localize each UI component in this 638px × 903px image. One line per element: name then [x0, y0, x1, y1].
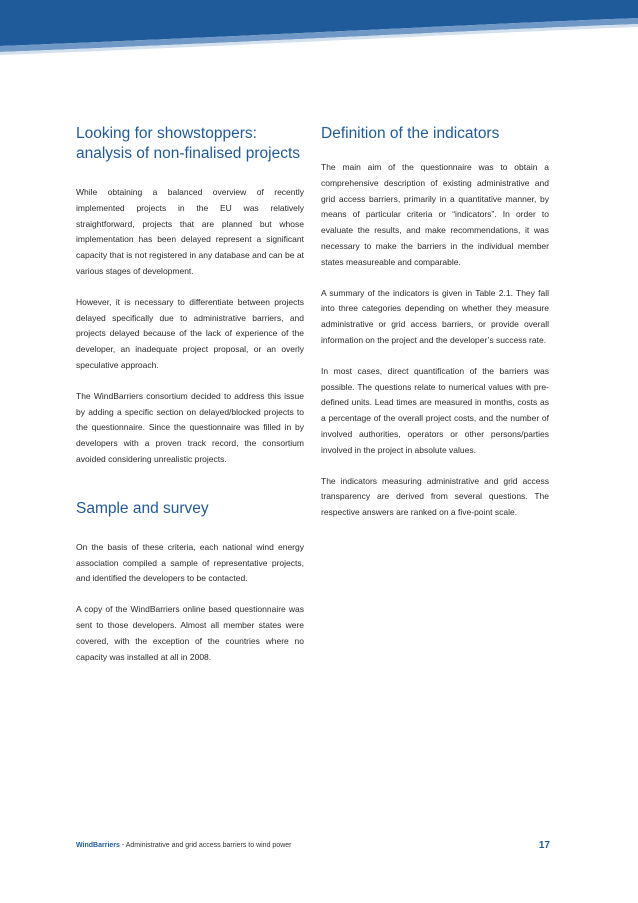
paragraph: The WindBarriers consortium decided to address this issue by adding a specific section on delayed/blocked projects to the questionnaire. Since the questionnaire was filled in by developers with a proven track record, the consortium avoided considering unrealistic projects.: [76, 390, 304, 464]
section-title-showstoppers: [76, 124, 304, 164]
footer-subtitle: - Administrative and grid access barriers to wind power: [119, 842, 292, 849]
header-wave-band: [0, 0, 638, 60]
paragraph: In most cases, direct quantification of the barriers was possible. The questions relate to numerical values with pre-defined units. Lead times are measured in months, costs as a percentage of the overall project costs, and the number of involved authorities, operators or other persons/parties involved in the project in absolute values.: [321, 365, 549, 455]
page-footer: [76, 842, 550, 849]
paragraph: The main aim of the questionnaire was to obtain a comprehensive description of existing administrative and grid access barriers, primarily in a quantitative manner, by means of particular criteria or “indicators”. In order to evaluate the results, and make recommendations, it was necessary to make the barriers in the individual member states measureable and comparable.: [321, 162, 549, 267]
left-column: [76, 124, 304, 680]
section-title-sample-survey: Sample and survey: [76, 499, 209, 517]
page-number: 17: [538, 840, 550, 851]
paragraph: However, it is necessary to differentiate between projects delayed specifically due to administrative barriers, and projects delayed because of the lack of experience of the developer, an inadequate project proposal, or an overly speculative approach.: [76, 296, 304, 370]
paragraph: A copy of the WindBarriers online based questionnaire was sent to those developers. Almost all member states were covered, with the exception of the countries where no capacity was installed at all in 2008.: [76, 604, 304, 662]
right-column: [321, 124, 549, 536]
footer-brand: WindBarriers: [76, 842, 120, 849]
paragraph: The indicators measuring administrative and grid access transparency are derived from several questions. The respective answers are ranked on a five-point scale.: [321, 475, 549, 518]
section-title-line2: analysis of non-finalised projects: [76, 145, 301, 162]
paragraph: While obtaining a balanced overview of recently implemented projects in the EU was relatively straightforward, projects that are planned but whose implementation has been delayed represent a significant capacity that is not registered in any database and can be at various stages of development.: [76, 187, 304, 276]
paragraph: On the basis of these criteria, each national wind energy association compiled a sample of representative projects, and identified the developers to be contacted.: [76, 541, 304, 584]
paragraph: A summary of the indicators is given in Table 2.1. They fall into three categories depending on whether they measure administrative or grid access barriers, or provide overall information on the project and the developer’s success rate.: [321, 287, 549, 345]
section-title-line1: Looking for showstoppers:: [76, 125, 257, 142]
section-title-indicators: Definition of the indicators: [321, 125, 500, 142]
